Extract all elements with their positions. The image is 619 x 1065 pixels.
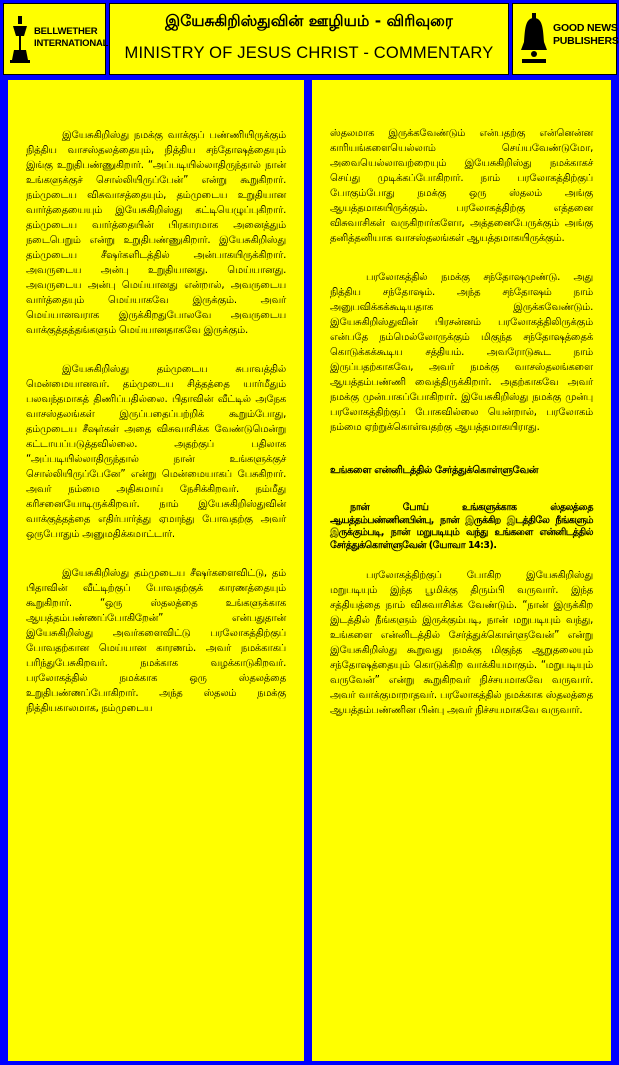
- title-box: [109, 3, 509, 75]
- right-border: [611, 76, 619, 1065]
- right-paragraph-1: ஸ்தலமாக இருக்கவேண்டும் என்பதற்கு என்னென்ன காரியங்களையெல்லாம் செய்யவேண்டுமோ, அவையெல்லாவற்றையும் இயேசுகிறிஸ்து நமக்காகச் செய்து முடிக்கப்போகிறார். நாம் பரலோகத்திற்குப் போகும்போது நமக்கு ஒரு ஸ்தலம் அங்கு ஆயத்தமாகயிருக்கும். பரலோகத்திற்கு எத்தனை விசுவாசிகள் வருகிறார்களோ, அத்தனைபேருக்கும் அங்கு தனித்தனியாக வாசஸ்தலங்கள் ஆயத்தமாகயிருக்கும்.: [330, 128, 593, 244]
- good-news-logo-text: GOOD NEWS PUBLISHERS: [553, 22, 619, 47]
- bellwether-logo: [3, 3, 109, 75]
- left-paragraph-3: இயேசுகிறிஸ்து தம்முடைய சீஷர்களைவிட்டு, தம் பிதாவின் வீட்டிற்குப் போவதற்குக் காரணத்தையும் கூறுகிறார். “ஒரு ஸ்தலத்தை உங்களுக்காக ஆயத்தம்பண்ணப்போகிறேன்” என்பதுதான் இயேசுகிறிஸ்து அவர்களைவிட்டு பரலோகத்திற்குப் போவதற்கான மெய்யான காரணம். அவர் நமக்காகப் பரிந்துபேசுகிறவர். நமக்காக வழக்காடுகிறவர். பரலோகத்தில் நமக்காக ஒரு ஸ்தலத்தை உறுதிபண்ணப்போகிறார். அந்த ஸ்தலம் நமக்கு நித்தியகாலமாக, நம்முடைய: [26, 568, 286, 714]
- left-border: [0, 76, 8, 1065]
- left-column: [10, 78, 302, 1063]
- bellwether-logo-text: BELLWETHER INTERNATIONAL: [34, 26, 109, 49]
- center-divider: [304, 76, 312, 1065]
- good-news-logo: [512, 3, 617, 75]
- scripture-verse: நான் போய் உங்களுக்காக ஸ்தலத்தை ஆயத்தம்பண்ணினபின்பு, நான் இருக்கிற இடத்திலே நீங்களும் இருக்கும்படி, நான் மறுபடியும் வந்து உங்களை என்னிடத்தில் சேர்த்துக்கொள்ளுவேன் (யோவா 14:3).: [330, 502, 593, 551]
- title-tamil: இயேசுகிறிஸ்துவின் ஊழியம் - விரிவுரை: [165, 12, 453, 30]
- bell-icon: [519, 12, 549, 64]
- header-banner: [0, 0, 619, 80]
- left-paragraph-2: இயேசுகிறிஸ்து தம்முடைய சுபாவத்தில் மென்மையானவர். தம்முடைய சித்தத்தை யார்மீதும் பலவந்தமாகத் திணிப்பதில்லை. பிதாவின் வீட்டில் அநேக வாசஸ்தலங்கள் இருப்பதைப்பற்றிக் கூறும்போது, தம்முடைய சீஷர்கள் அதை விசுவாசிக்க வேண்டுமென்று கட்டாயப்படுத்தவில்லை. அதற்குப் பதிலாக “அப்படியில்லாதிருந்தால் நான் உங்களுக்குச் சொல்லியிருப்பேனே” என்று மென்மையாகப் பேசுகிறார். அவர் நம்மை அதிகமாய் நேசிக்கிறவர். நம்மீது கரிசனையோடிருக்கிறவர். நாம் இயேசுகிறிஸ்துவின் வாக்குத்தத்தை எதிர்பார்த்து ஏமாந்து போவதற்கு அவர் ஒருபோதும் அனுமதிக்கமாட்டார்.: [26, 364, 286, 540]
- title-english: MINISTRY OF JESUS CHRIST - COMMENTARY: [124, 44, 494, 62]
- section-heading: உங்களை என்னிடத்தில் சேர்த்துக்கொள்ளுவேன்: [330, 465, 539, 476]
- right-paragraph-3: பரலோகத்திற்குப் போகிற இயேசுகிறிஸ்து மறுபடியும் இந்த பூமிக்கு திரும்பி வருவார். இந்த சத்தியத்தை நாம் விசுவாசிக்க வேண்டும். “நான் இருக்கிற இடத்தில் நீங்களும் இருக்கும்படி, நான் மறுபடியும் வந்து, உங்களை என்னிடத்தில் சேர்த்துக்கொள்ளுவேன்” என்று இயேசுகிறிஸ்து கூறுவது நமக்கு மிகுந்த ஆறுதலையும் சந்தோஷத்தையும் கொடுக்கிற வாக்கியமாகும். “மறுபடியும் வருவேன்” என்று கூறுகிறவர் நிச்சயமாகவே வருவார். அவர் வாக்குமாறாதவர். பரலோகத்தில் நமக்காக ஸ்தலத்தை ஆயத்தம்பண்ணின பின்பு அவர் நிச்சயமாகவே வருவார்.: [330, 570, 593, 716]
- right-paragraph-2: பரலோகத்தில் நமக்கு சந்தோஷமுண்டு. அது நித்திய சந்தோஷம். அந்த சந்தோஷம் நாம் அனுபவிக்கக்கூடியதாக இருக்கவேண்டும். இயேசுகிறிஸ்துவின் பிரசன்னம் பரலோகத்திலிருக்கும் என்பதே நம்மெல்லோருக்கும் மிகுந்த சந்தோஷத்தைக் கொடுக்கக்கூடிய சத்தியம். அவரோடுகூட நாம் இருப்பதற்காகவே, அவர் நமக்கு வாசஸ்தலங்களை ஆயத்தம்பண்ணி வைத்திருக்கிறார். அதற்காகவே அவர் நமக்கு முன்பாகப்போகிறார். இயேசுகிறிஸ்து நமக்கு முன்பு பரலோகத்திற்குப் போகவில்லை யென்றால், பரலோகம் நம்மை ஏற்றுக்கொள்வதற்கு ஆயத்தமாகயிராது.: [330, 272, 593, 433]
- right-column: [314, 78, 609, 1063]
- lamp-icon: [9, 14, 31, 64]
- left-paragraph-1: இயேசுகிறிஸ்து நமக்கு வாக்குப் பண்ணியிருக்கும் நித்திய வாசஸ்தலத்தையும், நித்திய சந்தோஷத்தையும் இங்கு உறுதிபண்ணுகிறார். “அப்படியில்லாதிருந்தால் நான் உங்களுக்குச் சொல்லியிருப்பேன்” என்று கூறுகிறார். நம்முடைய விசுவாசத்தையும், தம்முடைய உறுதியான வார்த்தையையும் இயேசுகிறிஸ்து கட்டியெழுப்புகிறார். தம்முடைய வார்த்தையின் பிரகாரமாக அனைத்தும் நடைபெறும் என்று உறுதிபண்ணுகிறார். இயேசுகிறிஸ்து தம்முடைய சீஷர்களிடத்தில் அன்பாகயிருக்கிறார். அவருடைய அன்பு உறுதியானது. மெய்யானது. அவருடைய அன்பு மெய்யானது என்றால், அவருடைய வார்த்தையும் மெய்யாகவே இருக்கும். அவர் மெய்யானவராக இருக்கிறதுபோலவே அவருடைய வாக்குத்தத்தங்களும் மெய்யானதாகவே இருக்கும்.: [26, 130, 286, 336]
